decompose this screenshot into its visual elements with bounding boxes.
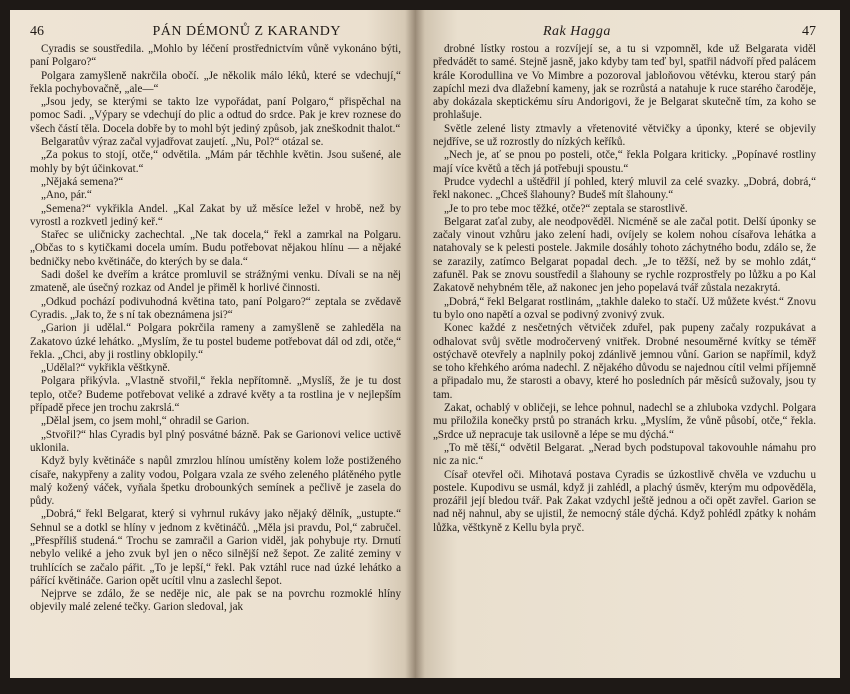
paragraph: Sadi došel ke dveřím a krátce promluvil se strážnými venku. Dívali se na něj zmateně, ale úsečný rozkaz od Andel je přiměl k horlivé činnosti. — [30, 269, 401, 295]
paragraph: Konec každé z nesčetných větviček zduřel, pak pupeny začaly rozpukávat a odhalovat svůj světle modročervený vnitřek. Drobné nesouměrné kvítky se téměř ostýchavě otevřely a naplnily pokoj zdánlivě jemnou vůní. Garion se napřímil, když se toho křehkého aróma nadechl. Z nějakého důvodu se najednou cítil velmi příjemně a připadalo mu, že starosti a obavy, které ho posledních pár měsíců sužovaly, jsou ty tam. — [433, 322, 816, 401]
paragraph: Prudce vydechl a uštědřil jí pohled, který mluvil za celé svazky. „Dobrá, dobrá,“ řekl nakonec. „Chceš šlahouny? Budeš mít šlahouny.“ — [433, 175, 816, 202]
paragraph: „Dobrá,“ řekl Belgarat rostlinám, „takhle daleko to stačí. Už můžete kvést.“ Znovu tu bylo ono napětí a ozval se podivný zvonivý zvuk. — [433, 295, 816, 321]
page-number: 47 — [802, 24, 816, 39]
paragraph: „Garion ji udělal.“ Polgara pokrčila rameny a zamyšleně se zahleděla na Zakatovo úzké lehátko. „Myslím, že tu postel budeme potřebovat dál od zdi, otče,“ řekla. „Chci, aby ji rostliny obklopily.“ — [30, 322, 401, 361]
paragraph: „Odkud pochází podivuhodná květina tato, paní Polgaro?“ zeptala se zvědavě Cyradis. „Jak to, že s ní tak obeznámena jsi?“ — [30, 295, 401, 321]
paragraph: „Udělal?“ vykřikla věštkyně. — [41, 362, 171, 375]
paragraph: Císař otevřel oči. Mihotavá postava Cyradis se úzkostlivě chvěla ve vzduchu u postele. Kupodivu se usmál, když ji zahlédl, a plachý úsměv, kterým mu odpověděla, prozářil její bledou tvář. Pak Zakat vzdychl ještě jednou a oči opět zavřel. Garion se nad něj nahnul, aby se ujistil, že nemocný stále dýchá. Když pohlédl zpátky k nohám lůžka, věštkyně z Kellu byla pryč. — [433, 468, 816, 534]
paragraph: Polgara přikývla. „Vlastně stvořil,“ řekla nepřítomně. „Myslíš, že je tu dost teplo, otče? Budeme potřebovat veliké a zdravé květy a ta rostlina je v nejlepším případě přece jen trochu zakrslá.“ — [30, 375, 401, 415]
paragraph: Stařec se uličnicky zachechtal. „Ne tak docela,“ řekl a zamrkal na Polgaru. „Občas to s kytičkami docela umím. Budu potřebovat nějakou hlínu — a nějaké bedničky nebo květináče, do kterých by se dala.“ — [30, 229, 401, 268]
paragraph: „Ano, pár.“ — [41, 189, 92, 202]
paragraph: Zakat, ochablý v obličeji, se lehce pohnul, nadechl se a zhluboka vzdychl. Polgara mu přiložila konečky prstů po stranách krku. „Myslím, že vůně působí, otče,“ řekla. „Srdce už nepracuje tak usilovně a lépe se mu dýchá.“ — [433, 402, 816, 441]
paragraph: Cyradis se soustředila. „Mohlo by léčení prostřednictvím vůně vykonáno býti, paní Polgaro?“ — [30, 43, 401, 69]
running-title: Rak Hagga — [543, 24, 611, 39]
right-page-text — [433, 43, 816, 535]
paragraph: „Nech je, ať se pnou po posteli, otče,“ řekla Polgara kriticky. „Popínavé rostliny mají více květů a těch já potřebuji spoustu.“ — [433, 149, 816, 175]
left-page — [10, 10, 415, 678]
paragraph: Polgara zamyšleně nakrčila obočí. „Je několik málo léků, které se vdechují,“ řekla pochybovačně, „ale—“ — [30, 69, 401, 95]
paragraph: „Je to pro tebe moc těžké, otče?“ zeptala se starostlivě. — [444, 202, 688, 215]
running-title: PÁN DÉMONŮ Z KARANDY — [152, 24, 341, 39]
paragraph: „Semena?“ vykřikla Andel. „Kal Zakat by už měsíce ležel v hrobě, než by vyrostl a rozkvetl jediný keř.“ — [30, 202, 401, 228]
paragraph: „Nějaká semena?“ — [41, 175, 124, 188]
paragraph: „Jsou jedy, se kterými se takto lze vypořádat, paní Polgaro,“ přispěchal na pomoc Sadi. „Výpary se vdechují do plic a odtud do srdce. Pak je krev roznese do všech částí těla. Docela dobře by to mohl být jediný způsob, jak zneškodnit thalot.“ — [30, 96, 401, 135]
paragraph: Světle zelené listy ztmavly a vřetenovité větvičky a úponky, které se objevily nejdříve, se už rozrostly do nízkých keříků. — [433, 122, 816, 149]
paragraph: „To mě těší,“ odvětil Belgarat. „Nerad bych podstupoval takovouhle námahu pro nic za nic.“ — [433, 441, 816, 468]
paragraph: Belgarat zaťal zuby, ale neodpověděl. Nicméně se ale začal potit. Delší úponky se začaly vinout vzhůru jako zelení hadi, ovíjely se kolem nohou císařova lehátka a natahovaly se k pelesti postele. Jakmile dosáhly tohoto záchytného bodu, zdálo se, že se zarazily, zatímco Belgarat popadal dech. „Je to těžší, než by se mohlo zdát,“ zafuněl. Pak se znovu soustředil a šlahouny se rychle rozprostřely po lůžku a po Kal Zakatově nehybném těle, až nakonec jen jeho popelavá tvář zůstala nezakrytá. — [433, 215, 816, 295]
right-page — [415, 10, 840, 678]
paragraph: „Stvořil?“ hlas Cyradis byl plný posvátné bázně. Pak se Garionovi velice uctivě uklonila. — [30, 428, 401, 454]
paragraph: Když byly květináče s napůl zmrzlou hlínou umístěny kolem lože postiženého císaře, nakypřeny a zality vodou, Polgara vzala ze svého zeleného plátěného pytle malý kožený váček, vyňala špetku drobounkých semínek a pečlivě je zasela do půdy. — [30, 455, 401, 508]
paragraph: drobné lístky rostou a rozvíjejí se, a tu si vzpomněl, kde už Belgarata viděl předvádět to samé. Stejně jasně, jako kdyby tam teď byl, spatřil nádvoří před palácem krále Korodullina ve Vo Mimbre a pozoroval jabloňovou větévku, kterou starý pán zapíchl mezi dva dlažební kameny, jak se rozrůstá a natahuje k ruce starého čaroděje, aby dokázala skeptickému síru Andorigovi, že je Belgarat skutečně tím, za koho se prohlašuje. — [433, 43, 816, 122]
paragraph: Belgaratův výraz začal vyjadřovat zaujetí. „Nu, Pol?“ otázal se. — [41, 136, 324, 149]
right-page-header — [433, 24, 816, 40]
left-page-text — [30, 43, 401, 615]
paragraph: „Za pokus to stojí, otče,“ odvětila. „Mám pár těchhle květin. Jsou sušené, ale mohly by být účinkovat.“ — [30, 149, 401, 175]
paragraph: „Dobrá,“ řekl Belgarat, který si vyhrnul rukávy jako nějaký dělník, „ustupte.“ Sehnul se a dotkl se hlíny v jednom z květináčů. „Měla jsi pravdu, Pol,“ zabručel. „Přespříliš studená.“ Trochu se zamračil a Garion viděl, jak pohybuje rty. Drnutí nebylo veliké a jeho zvuk byl jen o něco silnější než šepot. Ze zalité zeminy v truhlících se začalo pářit. „To je lepší,“ řekl. Pak vztáhl ruce nad úzké lehátko a pářící květináče. Garion opět ucítil vlnu a zaslechl šepot. — [30, 508, 401, 587]
paragraph: „Dělal jsem, co jsem mohl,“ ohradil se Garion. — [41, 415, 250, 428]
paragraph: Nejprve se zdálo, že se neděje nic, ale pak se na povrchu rozmoklé hlíny objevily malé zelené tečky. Garion sledoval, jak — [30, 588, 401, 614]
page-number: 46 — [30, 24, 44, 39]
left-page-header — [30, 24, 401, 40]
